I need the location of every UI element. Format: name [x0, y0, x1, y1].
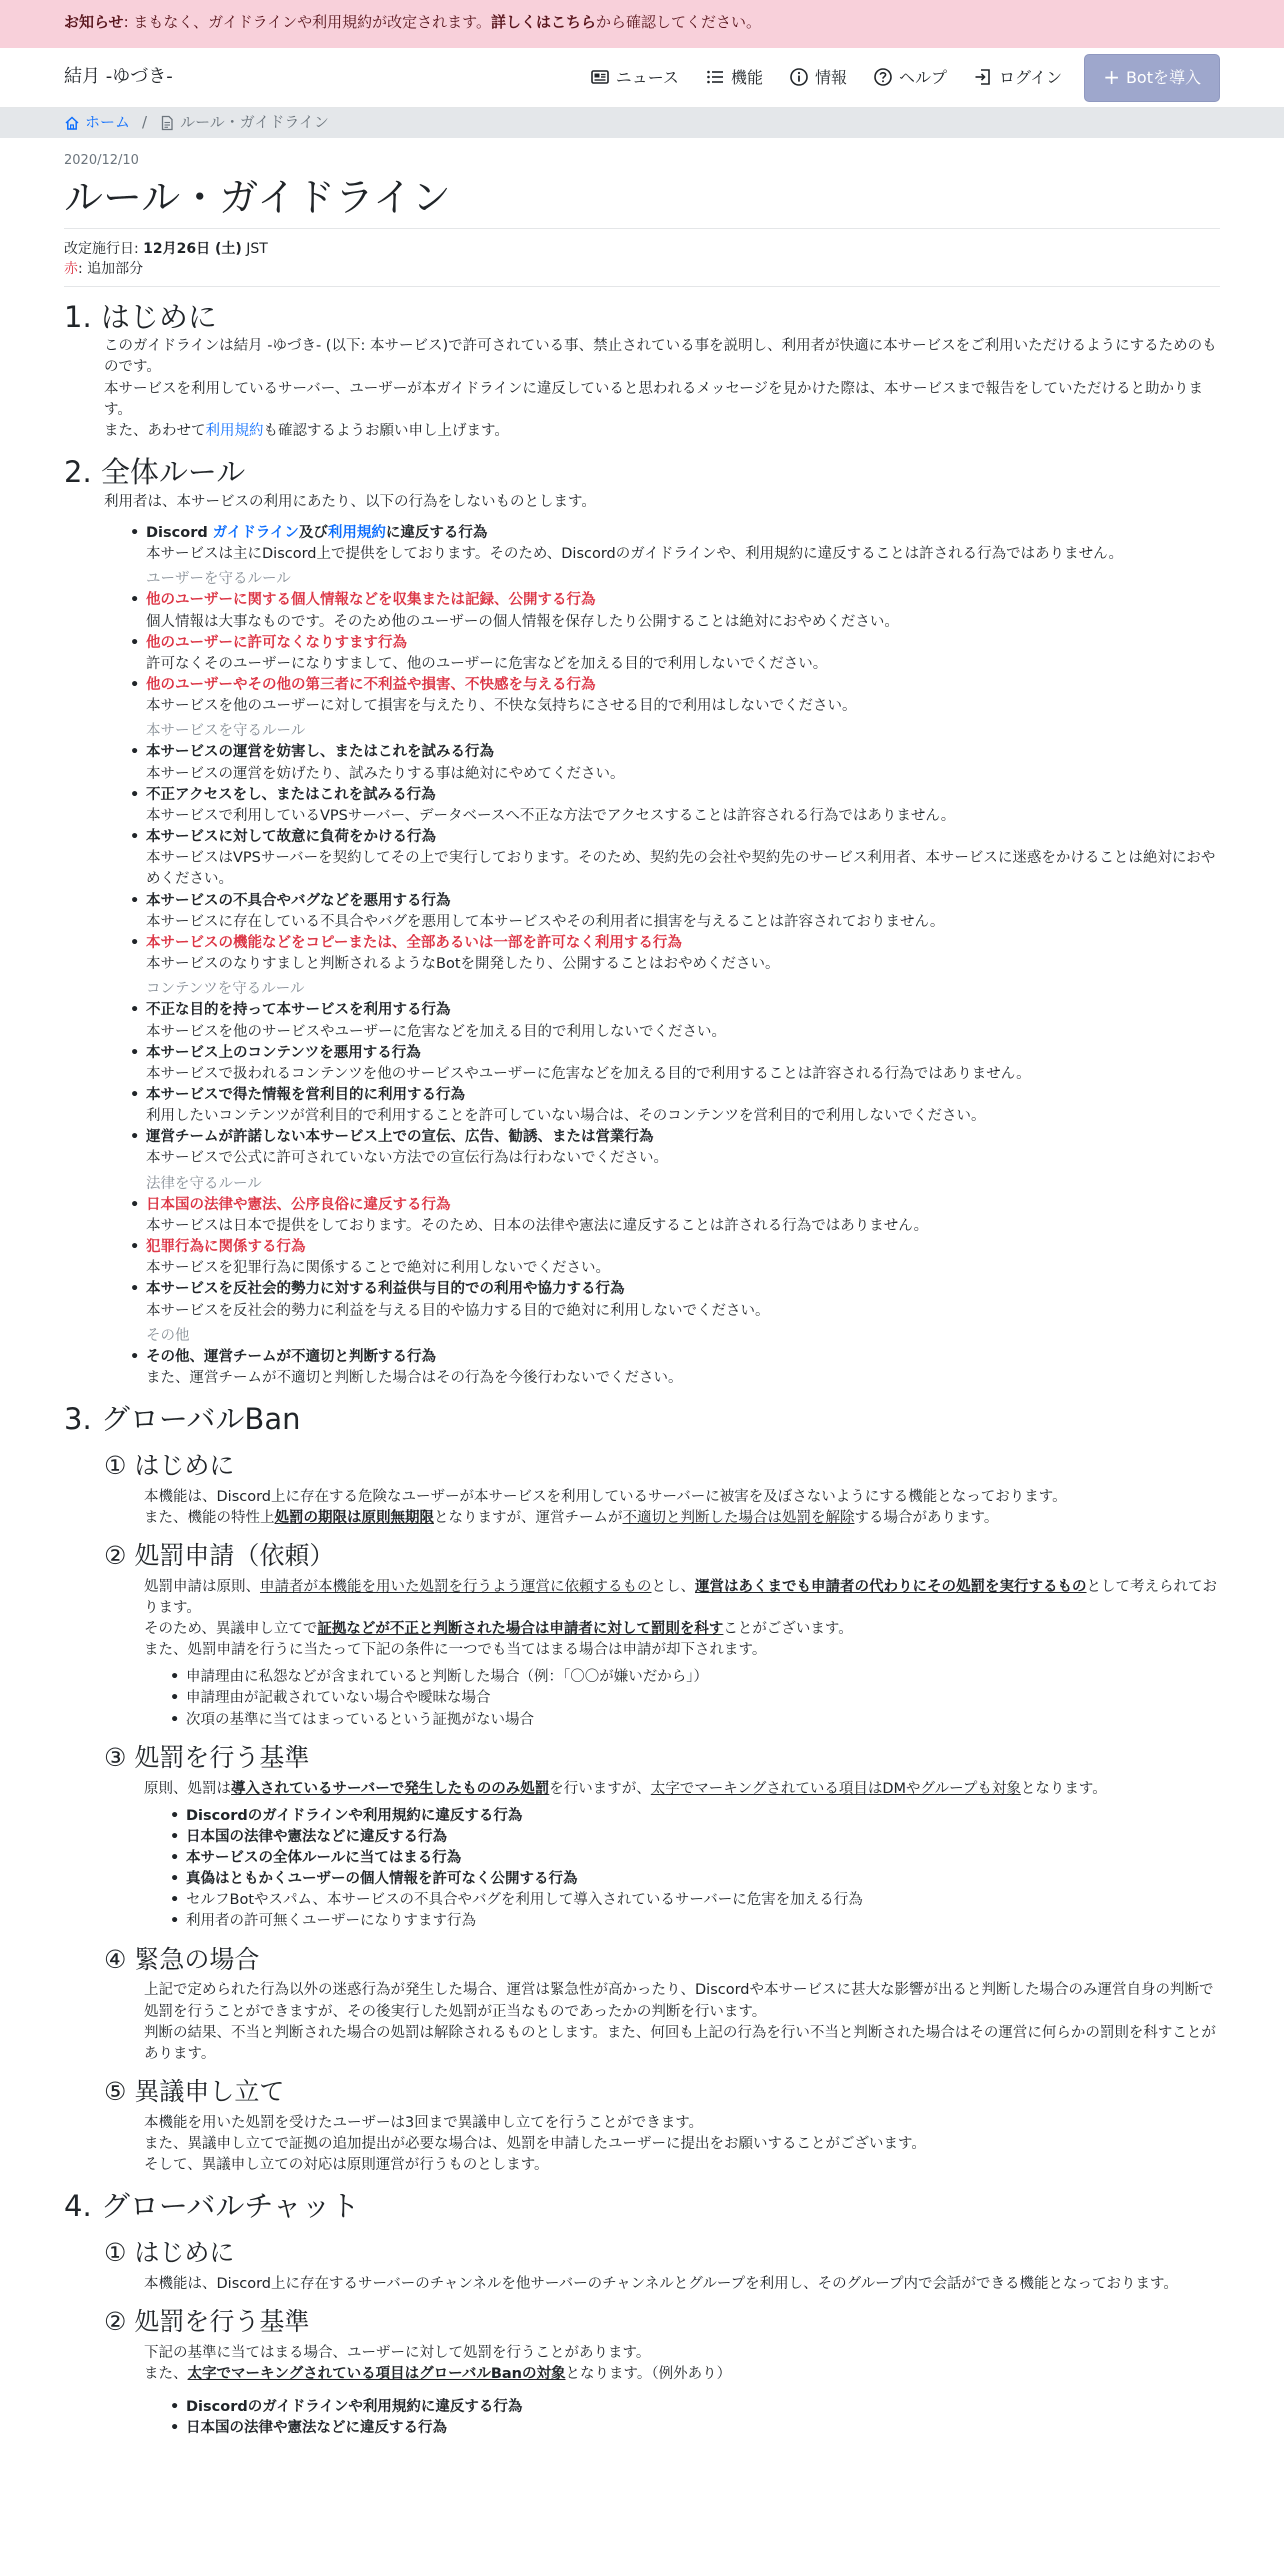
rule-item [146, 1347, 1220, 1389]
s4-b-body [104, 2343, 1220, 2440]
emphasis-span: 申請者が本機能を用いた処罰を行うよう運営に依頼するもの [260, 1578, 652, 1595]
rule-desc: 個人情報は大事なものです。そのため他のユーザーの個人情報を保存したり公開することは絶対におやめください。 [146, 613, 899, 630]
legend-line [64, 259, 1220, 279]
nav-features[interactable] [705, 66, 763, 89]
section-4-body [64, 2236, 1220, 2439]
rule-item [146, 1237, 1220, 1279]
rule-item [146, 742, 1220, 784]
list-item: • 日本国の法律や憲法などに違反する行為 [186, 1827, 1220, 1848]
rule-category: 本サービスを守るルール [146, 723, 306, 740]
list-item: • 日本国の法律や憲法などに違反する行為 [186, 2418, 1220, 2439]
rule-category: その他 [146, 1327, 190, 1344]
rule-title: • 他のユーザーに許可なくなりすます行為 [146, 634, 407, 651]
rule-desc: 利用したいコンテンツが営利目的で利用することを許可していない場合は、そのコンテンツを営利目的で利用しないでください。 [146, 1108, 986, 1125]
nav-help[interactable] [873, 66, 947, 89]
s2-intro: 利用者は、本サービスの利用にあたり、以下の行為をしないものとします。 [104, 493, 596, 510]
text-span: する場合があります。 [854, 1509, 999, 1526]
rule-title: • 不正な目的を持って本サービスを利用する行為 [146, 1002, 451, 1019]
text-span: そのため、異議申し立てで [144, 1620, 318, 1637]
rule-title: • 他のユーザーに関する個人情報などを収集または記録、公開する行為 [146, 592, 596, 609]
emphasis-span: 太字でマーキングされている項目はDMやグループも対象 [650, 1780, 1021, 1797]
nav-login[interactable] [973, 66, 1062, 89]
notice-label: お知らせ [64, 13, 124, 31]
rule-desc: 本サービスを犯罪行為に関係することで絶対に利用しないでください。 [146, 1260, 610, 1277]
s3-d-body [104, 1980, 1220, 2065]
rejection-conditions-list [144, 1667, 1220, 1730]
s3-d-p1: 上記で定められた行為以外の迷惑行為が発生した場合、運営は緊急性が高かったり、Discordや本サービスに甚大な影響が出ると判断した場合のみ運営自身の判断で処罰を行うことができますが、その後実行した処罰が正当なものであったかの判断を行います。 [144, 1982, 1214, 2020]
notice-text: : まもなく、ガイドラインや利用規約が改定されます。 [123, 13, 491, 31]
s4-a-title: ① はじめに [104, 2237, 235, 2267]
rule-discord-pre: Discord [146, 524, 213, 541]
s3-b-p2 [144, 1619, 1220, 1640]
emphasis-span: 運営はあくまでも申請者の代わりにその処罰を実行するもの [695, 1578, 1087, 1595]
notice-banner [0, 0, 1284, 48]
text-span: ことがございます。 [723, 1620, 853, 1637]
rule-desc: また、運営チームが不適切と判断した場合はその行為を今後行わないでください。 [146, 1370, 683, 1386]
s3-c-title: ③ 処罰を行う基準 [104, 1742, 310, 1772]
rule-item [146, 933, 1220, 975]
list-item: • Discordのガイドラインや利用規約に違反する行為 [186, 2397, 1220, 2418]
s3-b-body [104, 1577, 1220, 1731]
rule-desc: 本サービスに存在している不具合やバグを悪用して本サービスやその利用者に損害を与えることは許容されておりません。 [146, 913, 945, 930]
s3-e-body [104, 2113, 1220, 2176]
section-3-title: 3. グローバルBan [64, 1402, 301, 1437]
list-item: • 次項の基準に当てはまっているという証拠がない場合 [186, 1710, 1220, 1731]
notice-suffix: から確認してください。 [596, 13, 762, 31]
s3-a-body [104, 1487, 1220, 1529]
terms-link[interactable]: 利用規約 [205, 422, 264, 439]
rule-discord-post: に違反する行為 [385, 524, 488, 541]
s1-p2: 本サービスを利用しているサーバー、ユーザーが本ガイドラインに違反していると思われるメッセージを見かけた際は、本サービスまで報告をしていただけると助かります。 [104, 380, 1203, 418]
rule-title: • その他、運営チームが不適切と判断する行為 [146, 1348, 436, 1365]
nav-menu [564, 54, 1220, 102]
breadcrumb [0, 108, 1284, 138]
login-icon [973, 67, 993, 87]
s1-p3-pre: また、あわせて [104, 422, 206, 439]
rule-item [146, 1195, 1220, 1237]
rule-title: • 犯罪行為に関係する行為 [146, 1239, 306, 1256]
punishment-criteria-list [144, 1806, 1220, 1933]
rule-category: 法律を守るルール [146, 1175, 262, 1192]
rule-desc: 本サービスを他のサービスやユーザーに危害などを加える目的で利用しないでください。 [146, 1023, 726, 1040]
legend-red: 赤 [64, 261, 78, 278]
rule-title: • 本サービスの機能などをコピーまたは、全部あるいは一部を許可なく利用する行為 [146, 934, 682, 951]
emphasis-span: 証拠などが不正と判断された場合は申請者に対して罰則を科す [317, 1620, 724, 1637]
rule-discord-mid: 及び [298, 524, 328, 541]
rule-title: • 不正アクセスをし、またはこれを試みる行為 [146, 786, 436, 803]
text-span: となりますが、運営チームが [434, 1509, 623, 1526]
s3-d-p2: 判断の結果、不当と判断された場合の処罰は解除されるものとします。また、何回も上記の行為を行い不当と判断された場合はその運営に何らかの罰則を科すことがあります。 [144, 2024, 1216, 2062]
add-bot-label: Botを導入 [1125, 67, 1201, 87]
rule-desc: 本サービスは日本で提供をしております。そのため、日本の法律や憲法に違反することは許される行為ではありません。 [146, 1217, 929, 1234]
rule-desc: 許可なくそのユーザーになりすまして、他のユーザーに危害などを加える目的で利用しないでください。 [146, 655, 828, 672]
s4-a-p1: 本機能は、Discord上に存在するサーバーのチャンネルを他サーバーのチャンネルとグループを利用し、そのグループ内で会話ができる機能となっております。 [144, 2275, 1178, 2292]
text-span: として考えられております。 [144, 1578, 1217, 1616]
rule-item [146, 633, 1220, 675]
rule-item [146, 1085, 1220, 1127]
s3-d-title: ④ 緊急の場合 [104, 1944, 260, 1974]
section-1-body [64, 336, 1220, 442]
notice-link[interactable]: 詳しくはこちら [491, 13, 597, 31]
rule-title: • 運営チームが許諾しない本サービス上での宣伝、広告、勧誘、または営業行為 [146, 1129, 654, 1146]
list-icon [705, 67, 725, 87]
legend-text: : 追加部分 [78, 261, 144, 278]
emphasis-span: 不適切と判断した場合は処罰を解除 [622, 1509, 855, 1526]
list-item: • Discordのガイドラインや利用規約に違反する行為 [186, 1806, 1220, 1827]
navbar [0, 48, 1284, 108]
s4-b-title: ② 処罰を行う基準 [104, 2306, 310, 2336]
section-4-title: 4. グローバルチャット [64, 2189, 360, 2224]
section-2-title: 2. 全体ルール [64, 455, 246, 490]
revision-meta [64, 239, 1220, 287]
document-icon [159, 115, 175, 131]
text-span: 原則、処罰は [144, 1780, 231, 1797]
rule-desc: 本サービスで公式に許可されていない方法での宣伝行為は行わないでください。 [146, 1150, 668, 1167]
text-span: また、 [144, 2365, 188, 2382]
main-content [0, 138, 1284, 2439]
list-item: • 申請理由に私怨などが含まれていると判断した場合（例：「〇〇が嫌いだから」） [186, 1667, 1220, 1688]
s3-c-body [104, 1779, 1220, 1933]
rule-desc: 本サービスはVPSサーバーを契約してその上で実行しております。そのため、契約先の会社や契約先のサービス利用者、本サービスに迷惑をかけることは絶対におやめください。 [146, 850, 1216, 888]
s3-b-p1 [144, 1577, 1220, 1619]
revision-date-line [64, 239, 1220, 259]
text-span: 処罰申請は原則、 [144, 1578, 260, 1595]
rule-desc: 本サービスの運営を妨げたり、試みたりする事は絶対にやめてください。 [146, 765, 625, 782]
nav-info-label: 情報 [814, 67, 847, 87]
nav-help-label: ヘルプ [898, 67, 947, 87]
discord-terms-link[interactable]: 利用規約 [327, 524, 386, 541]
global-chat-criteria-list [144, 2397, 1220, 2439]
s3-b-p3: また、処罰申請を行うに当たって下記の条件に一つでも当てはまる場合は申請が却下されます。 [144, 1642, 767, 1659]
s3-b-title: ② 処罰申請（依頼） [104, 1540, 335, 1570]
s3-a-title: ① はじめに [104, 1450, 235, 1480]
rule-item [146, 1000, 1220, 1042]
breadcrumb-home[interactable] [64, 112, 130, 134]
rule-title: • 他のユーザーやその他の第三者に不利益や損害、不快感を与える行為 [146, 677, 596, 693]
rule-category: コンテンツを守るルール [146, 981, 305, 998]
section-3-body [64, 1449, 1220, 2176]
rule-item [146, 675, 1220, 717]
text-span: となります。（例外あり） [565, 2365, 732, 2382]
s3-c-p1 [144, 1779, 1220, 1800]
text-span: また、機能の特性上 [144, 1509, 275, 1526]
add-bot-button[interactable] [1084, 54, 1220, 102]
text-span: を行いますが、 [549, 1780, 651, 1797]
s3-a-p1: 本機能は、Discord上に存在する危険なユーザーが本サービスを利用しているサーバーに被害を及ぼさないようにする機能となっております。 [144, 1488, 1067, 1505]
breadcrumb-current-label: ルール・ガイドライン [180, 113, 329, 132]
nav-news-label: ニュース [615, 67, 679, 87]
rule-title: • 日本国の法律や憲法、公序良俗に違反する行為 [146, 1196, 451, 1213]
rule-title: • 本サービスの運営を妨害し、またはこれを試みる行為 [146, 744, 494, 761]
s1-p1: このガイドラインは結月 -ゆづき- (以下: 本サービス)で許可されている事、禁止されている事を説明し、利用者が快適に本サービスをご利用いただけるようにするためのものです。 [104, 338, 1217, 376]
rule-title: • 本サービスに対して故意に負荷をかける行為 [146, 829, 436, 846]
rule-title [146, 523, 1220, 544]
rule-desc: 本サービスで扱われるコンテンツを他のサービスやユーザーに危害などを加える目的で利用することは許容される行為ではありません。 [146, 1065, 1031, 1082]
newspaper-icon [590, 67, 610, 87]
rule-item [146, 523, 1220, 565]
emphasis-span: 太字でマーキングされている項目はグローバルBanの対象 [187, 2365, 566, 2382]
s1-p3-post: も確認するようお願い申し上げます。 [263, 422, 509, 439]
rule-title: • 本サービスの不具合やバグなどを悪用する行為 [146, 892, 451, 909]
rule-item [146, 590, 1220, 632]
revision-tz: JST [241, 240, 268, 257]
breadcrumb-separator: / [142, 113, 148, 132]
nav-login-label: ログイン [998, 67, 1063, 87]
rule-title: • 本サービスで得た情報を営利目的に利用する行為 [146, 1086, 465, 1103]
s4-b-p2 [144, 2364, 1220, 2385]
breadcrumb-current [159, 112, 329, 134]
rule-item [146, 1127, 1220, 1169]
s3-e-p3: そして、異議申し立ての対応は原則運営が行うものとします。 [144, 2157, 549, 2174]
page-date: 2020/12/10 [64, 153, 139, 168]
nav-info[interactable] [789, 66, 847, 89]
s4-b-p1: 下記の基準に当てはまる場合、ユーザーに対して処罰を行うことがあります。 [144, 2344, 651, 2361]
s3-a-p2 [144, 1508, 1220, 1529]
rule-desc: 本サービスを他のユーザーに対して損害を与えたり、不快な気持ちにさせる目的で利用はしないでください。 [146, 698, 857, 715]
emphasis-span: 処罰の期限は原則無期限 [274, 1509, 434, 1526]
plus-icon: + [1103, 64, 1120, 89]
brand[interactable]: 結月 -ゆづき- [64, 66, 173, 88]
list-item: • 利用者の許可無くユーザーになりすます行為 [186, 1911, 1220, 1932]
text-span: とし、 [651, 1578, 695, 1595]
page-title: ルール・ガイドライン [64, 175, 1220, 229]
section-1-title: 1. はじめに [64, 299, 217, 334]
rule-category: ユーザーを守るルール [146, 571, 291, 588]
nav-features-label: 機能 [730, 67, 763, 87]
rules-list [104, 523, 1220, 1389]
s3-e-p2: また、異議申し立てで証拠の追加提出が必要な場合は、処罰を申請したユーザーに提出をお願いすることがございます。 [144, 2135, 926, 2152]
rule-desc: 本サービスで利用しているVPSサーバー、データベースへ不正な方法でアクセスすることは許容される行為ではありません。 [146, 807, 956, 824]
s3-e-title: ⑤ 異議申し立て [104, 2076, 285, 2106]
s4-a-body [104, 2274, 1220, 2295]
revision-date: 12月26日 (土) [143, 240, 242, 257]
s1-p3 [104, 421, 1220, 442]
breadcrumb-home-label: ホーム [85, 113, 131, 132]
list-item: • 本サービスの全体ルールに当てはまる行為 [186, 1848, 1220, 1869]
info-icon [789, 67, 809, 87]
list-item: • セルフBotやスパム、本サービスの不具合やバグを利用して導入されているサーバーに危害を加える行為 [186, 1890, 1220, 1911]
rule-item [146, 1043, 1220, 1085]
rule-title: • 本サービスを反社会的勢力に対する利益供与目的での利用や協力する行為 [146, 1281, 625, 1298]
discord-guideline-link[interactable]: ガイドライン [212, 524, 299, 541]
home-icon [64, 115, 80, 131]
emphasis-span: 導入されているサーバーで発生したもののみ処罰 [231, 1780, 550, 1797]
rule-desc: 本サービスを反社会的勢力に利益を与える目的や協力する目的で絶対に利用しないでください。 [146, 1302, 770, 1319]
section-2-body [64, 492, 1220, 1389]
rule-item [146, 891, 1220, 933]
s3-e-p1: 本機能を用いた処罰を受けたユーザーは3回まで異議申し立てを行うことができます。 [144, 2114, 704, 2131]
rule-item [146, 827, 1220, 890]
revision-prefix: 改定施行日: [64, 240, 144, 257]
rule-item [146, 785, 1220, 827]
rule-title: • 本サービス上のコンテンツを悪用する行為 [146, 1044, 421, 1061]
rule-item [146, 1279, 1220, 1321]
help-icon [873, 67, 893, 87]
text-span: となります。 [1020, 1780, 1107, 1797]
list-item: • 申請理由が記載されていない場合や曖昧な場合 [186, 1688, 1220, 1709]
rule-desc: 本サービスは主にDiscord上で提供をしております。そのため、Discordのガイドラインや、利用規約に違反することは許される行為ではありません。 [146, 546, 1123, 563]
rule-desc: 本サービスのなりすましと判断されるようなBotを開発したり、公開することはおやめください。 [146, 956, 780, 973]
list-item: • 真偽はともかくユーザーの個人情報を許可なく公開する行為 [186, 1869, 1220, 1890]
nav-news[interactable] [590, 66, 679, 89]
